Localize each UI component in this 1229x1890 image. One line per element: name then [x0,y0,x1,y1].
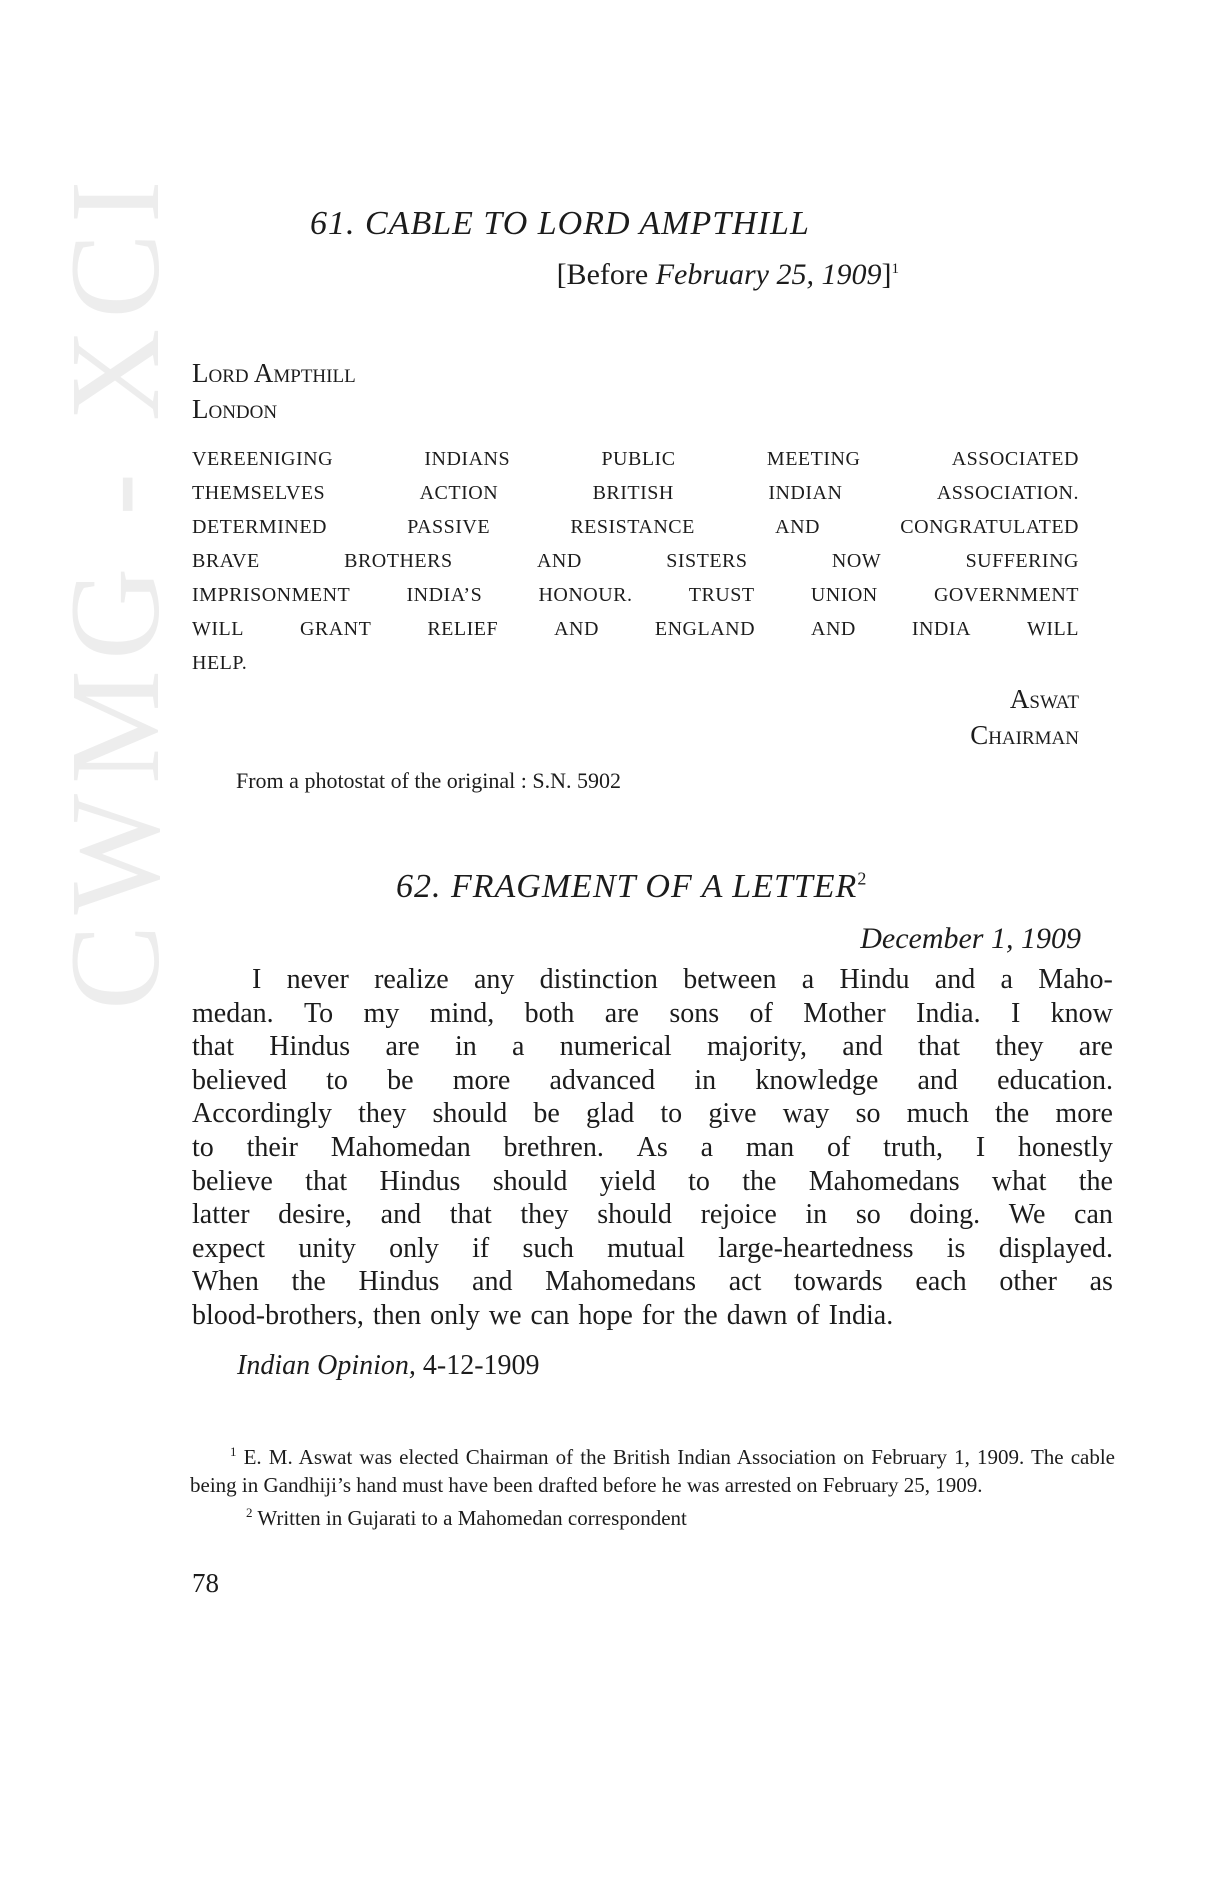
signature-name: Aswat [1009,684,1079,714]
letter-word: a [700,1131,714,1163]
letter-word: Accordingly [192,1098,332,1130]
cable-word: AND [775,515,820,538]
letter-word: between [683,964,777,995]
cable-word: HONOUR. [538,583,633,606]
letter-word: Hindu [839,964,910,995]
letter-line [192,1232,1113,1269]
letter-word: realize [374,964,449,995]
date-prefix: [Before [556,258,656,291]
letter-word: medan. [192,997,274,1029]
letter-word: know [1050,997,1113,1029]
cable-line [192,612,1079,646]
letter-word: a [1000,964,1013,995]
letter-line [192,1201,1113,1235]
cable-word: TRUST [688,583,755,606]
letter-word: that [918,1031,961,1063]
watermark: CWMG - XCI [44,170,186,1010]
letter-word: only [430,1299,480,1331]
cable-word: INDIANS [424,447,511,470]
footnote-1-mark: 1 [230,1444,237,1459]
cable-line [192,544,1079,578]
letter-word: they [358,1098,407,1130]
letter-word: As [636,1131,668,1163]
letter-word: Mahomedans [545,1266,697,1298]
letter-word: other [999,1266,1057,1298]
letter-word: India. [828,1299,894,1331]
letter-word: desire, [278,1199,353,1231]
signature-title: Chairman [970,720,1079,750]
cable-word: DETERMINED [192,515,327,538]
letter-word: unity [298,1232,356,1264]
letter-word: much [906,1098,969,1130]
letter-word: advanced [549,1064,656,1096]
cable-word: ASSOCIATED [951,447,1079,470]
letter-word: can [1074,1199,1113,1231]
letter-word: Mother [803,997,886,1029]
cable-word: PASSIVE [407,515,491,538]
date-suffix: ] [881,258,892,291]
letter-word: Hindus [269,1031,351,1063]
cable-word: BRITISH [592,481,674,504]
cable-word: AND [554,617,599,640]
letter-word: glad [586,1098,635,1130]
letter-word: in [694,1064,717,1096]
cable-word: UNION [810,583,878,606]
addressee-location: London [192,394,278,424]
letter-word: what [991,1165,1047,1197]
letter-word: be [533,1098,560,1130]
letter-word: in [805,1199,828,1231]
letter-word: Hindus [358,1266,440,1298]
cable-word: BROTHERS [344,549,453,572]
letter-word: and [472,1266,513,1298]
footnotes [190,1438,1115,1532]
letter-word: so [855,1098,881,1130]
cable-word: INDIA [911,617,971,640]
letter-word: are [604,997,639,1029]
cable-line [192,646,1079,680]
cable-word: ASSOCIATION. [936,481,1079,504]
footnote-1-text: E. M. Aswat was elected Chairman of the British Indian Association on February 1, 1909. The cable being in Gandhiji’s hand must have been drafted before he was arrested on February 25, 1909. [190,1445,1116,1497]
letter-word: mind, [429,997,495,1029]
letter-word: of [826,1131,851,1163]
letter-word: Maho- [1038,964,1113,995]
letter-word: to [326,1064,348,1096]
cable-word: ENGLAND [654,617,756,640]
letter-word: education. [997,1064,1113,1096]
cable-word: BRAVE [192,549,260,572]
letter-line [192,1131,1113,1168]
letter-word: displayed. [998,1232,1113,1264]
letter-word: rejoice [700,1199,777,1231]
cable-line [192,510,1079,544]
cable-word: RELIEF [427,617,499,640]
cable-word: AND [811,617,856,640]
letter-word: and [917,1064,958,1096]
cable-word: ACTION [419,481,499,504]
letter-word: numerical [559,1031,672,1063]
letter-word: can [530,1299,570,1331]
letter-word: is [946,1232,966,1264]
letter-word: dawn [726,1299,788,1331]
letter-word: a [801,964,815,995]
letter-word: latter [192,1199,250,1231]
date-italic: February 25, 1909 [655,258,882,291]
letter-line [192,1165,1113,1202]
letter-word: the [291,1266,326,1298]
letter-word: of [796,1299,820,1331]
letter-word: Mahomedan [330,1131,471,1163]
letter-word: a [512,1031,525,1063]
letter-word: believed [192,1064,287,1096]
cable-word: WILL [1026,617,1079,640]
cable-word: SUFFERING [965,549,1079,572]
letter-word: as [1089,1266,1113,1298]
cable-text [192,442,1079,680]
cable-line [192,442,1079,476]
letter-word: then [372,1299,422,1331]
letter-word: for [641,1299,675,1331]
letter-word: blood-brothers, [192,1299,364,1331]
letter-word: To [304,997,334,1029]
footnote-1 [190,1438,1115,1499]
cable-word: NOW [831,549,882,572]
letter-word: believe [192,1165,273,1197]
cable-word: MEETING [766,447,861,470]
section-61-date [557,258,899,292]
letter-word: the [995,1098,1030,1130]
letter-word: When [192,1266,259,1298]
cable-word: INDIA’S [406,583,483,606]
letter-word: and [934,964,976,995]
letter-body [192,966,1113,1336]
letter-word: honestly [1017,1131,1113,1163]
footnote-2-mark: 2 [246,1505,253,1520]
cable-word: THEMSELVES [192,481,326,504]
letter-word: are [1078,1031,1113,1063]
letter-word: they [995,1031,1044,1063]
letter-word: distinction [539,964,658,995]
section-62-title-text: 62. FRAGMENT OF A LETTER [396,868,858,905]
letter-line [192,997,1113,1034]
letter-word: of [749,997,773,1029]
footnote-ref-2: 2 [857,868,868,889]
letter-word: should [432,1098,508,1130]
cable-word: GOVERNMENT [933,583,1079,606]
cable-word: HELP. [192,651,248,674]
letter-word: I [1010,997,1021,1029]
letter-word: give [708,1098,757,1130]
letter-word: both [524,997,575,1029]
section-62-title [396,868,867,906]
cable-word: IMPRISONMENT [192,583,351,606]
footnote-ref-1: 1 [891,261,899,277]
cable-word: GRANT [299,617,372,640]
letter-word: I [975,1131,986,1163]
section-61-title: 61. CABLE TO LORD AMPTHILL [310,205,810,242]
cable-word: RESISTANCE [570,515,695,538]
source-note: From a photostat of the original : S.N. 5902 [236,768,621,793]
cable-word: SISTERS [666,549,748,572]
letter-word: man [745,1131,795,1163]
letter-word: more [452,1064,511,1096]
letter-word: brethren. [503,1131,604,1163]
letter-word: truth, [883,1131,943,1163]
letter-word: in [454,1031,477,1063]
footnote-2 [190,1499,1115,1532]
letter-word: Hindus [379,1165,461,1197]
cable-word: INDIAN [768,481,843,504]
citation-date: 4-12-1909 [422,1350,540,1381]
letter-word: my [363,997,400,1029]
letter-word: knowledge [755,1064,879,1096]
letter-line [192,1033,1113,1067]
letter-word: should [597,1199,672,1231]
letter-word: majority, [706,1031,808,1063]
letter-word: that [192,1031,234,1063]
letter-word: India. [916,997,981,1029]
letter-date: December 1, 1909 [860,922,1081,955]
letter-word: to [660,1098,683,1130]
letter-word: be [387,1064,414,1096]
cable-line [192,578,1079,612]
letter-word: are [385,1031,420,1063]
letter-word: mutual [607,1232,685,1264]
letter-line [192,1100,1113,1134]
letter-word: yield [599,1165,656,1197]
addressee: Lord Ampthill [192,358,356,388]
letter-word: the [683,1299,718,1331]
letter-word: any [473,964,515,995]
letter-word: the [1078,1165,1113,1197]
footnote-2-text: Written in Gujarati to a Mahomedan correspondent [257,1506,687,1530]
letter-word: large-heartedness [718,1232,914,1264]
letter-word: each [915,1266,967,1298]
cable-word: WILL [192,617,244,640]
letter-word: we [488,1299,522,1331]
cable-word: PUBLIC [601,447,676,470]
letter-word: never [286,964,349,995]
cable-word: VEREENIGING [192,447,334,470]
letter-word: if [472,1232,490,1264]
page-number: 78 [192,1568,219,1598]
letter-line [192,1299,1113,1336]
letter-word: such [522,1232,574,1264]
letter-word: more [1055,1098,1113,1130]
cable-word: AND [536,549,582,572]
letter-word: expect [192,1232,266,1264]
letter-word: so [855,1199,881,1231]
letter-word: they [520,1199,569,1231]
cable-word: CONGRATULATED [900,515,1079,538]
letter-word: to [688,1165,710,1197]
section-62-date [860,922,1081,956]
letter-word: that [305,1165,348,1197]
citation-source: Indian Opinion, [237,1350,416,1381]
letter-word: should [492,1165,568,1197]
letter-word: and [842,1031,883,1063]
letter-word: only [389,1232,439,1264]
letter-word: sons [669,997,720,1029]
letter-word: the [742,1165,777,1197]
letter-word: way [782,1098,830,1130]
letter-word: Mahomedans [808,1165,960,1197]
letter-word: We [1008,1199,1046,1231]
letter-word: act [728,1266,762,1298]
letter-word: towards [794,1266,883,1298]
letter-word: I [252,964,262,995]
letter-word: that [449,1199,492,1231]
citation [237,1350,540,1382]
letter-line [192,1064,1113,1101]
cable-line [192,476,1079,510]
letter-word: their [246,1131,298,1163]
letter-word: doing. [909,1199,981,1231]
letter-line [192,1268,1113,1302]
letter-line [192,966,1113,1000]
letter-word: to [192,1131,214,1163]
letter-word: and [380,1199,422,1231]
letter-word: hope [578,1299,633,1331]
